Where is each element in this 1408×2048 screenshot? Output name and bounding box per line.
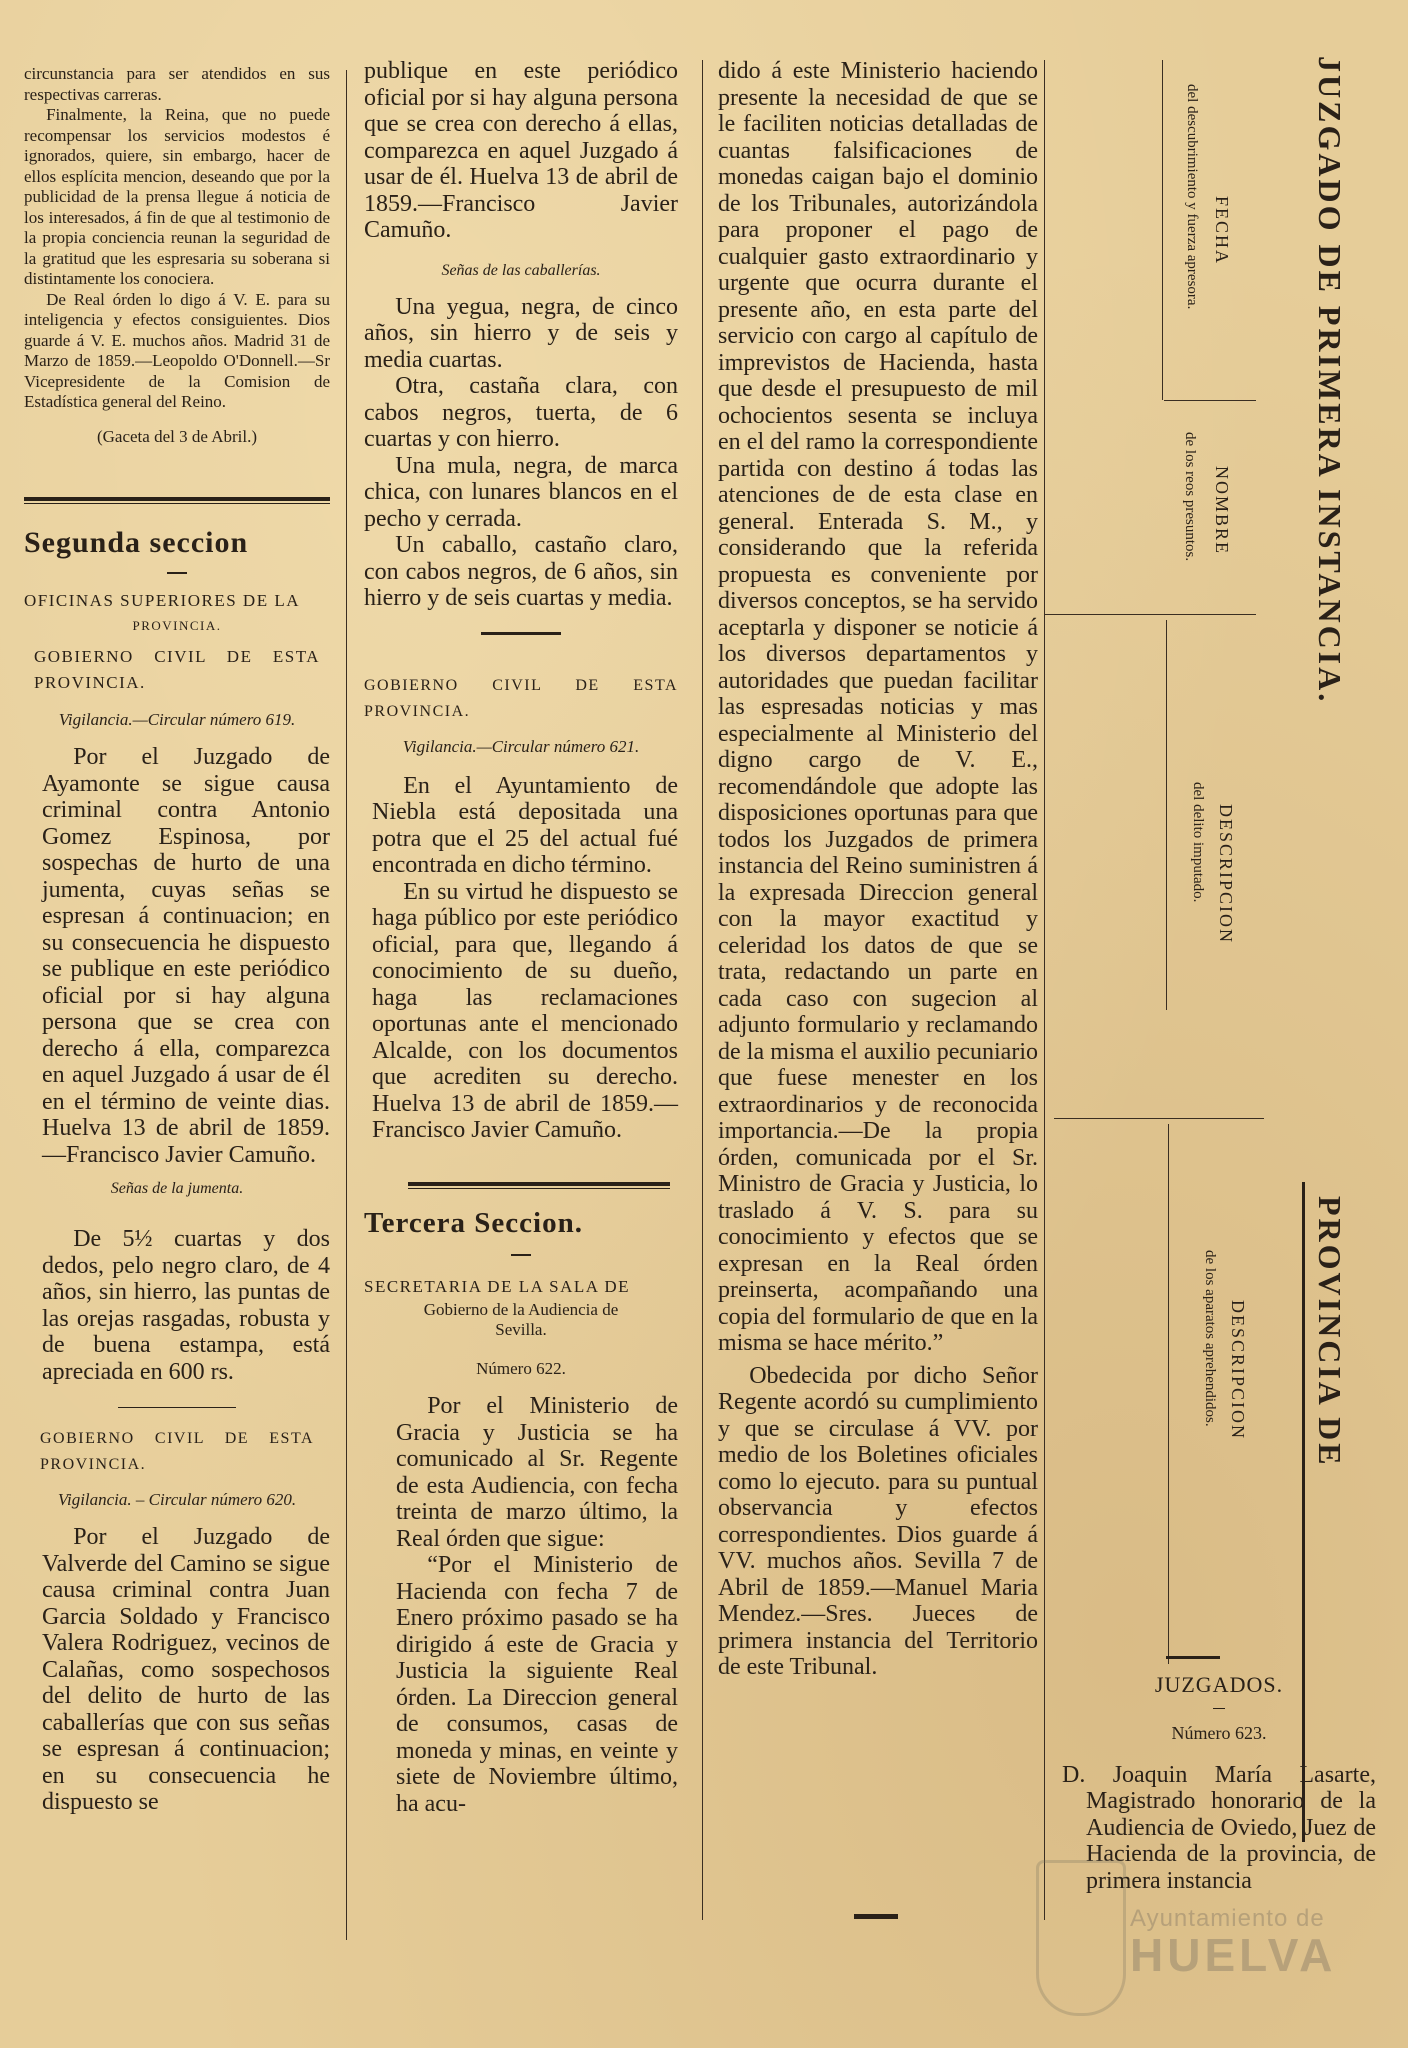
rule xyxy=(118,1407,236,1408)
form-sub-descripcion-aparatos: de los aparatos aprehendidos. xyxy=(1202,1250,1218,1427)
column-3 xyxy=(718,58,1038,1681)
heading: SECRETARIA DE LA SALA DE xyxy=(364,1276,631,1296)
subheading: Señas de la jumenta. xyxy=(110,1180,244,1197)
form-header-descripcion-delito: DESCRIPCION xyxy=(1216,804,1236,945)
watermark xyxy=(1130,1905,1345,1981)
form-sub-nombre: de los reos presuntos. xyxy=(1182,432,1198,562)
form-line xyxy=(1166,620,1167,1010)
form-line xyxy=(1168,1124,1169,1664)
section-title: Tercera Seccion. xyxy=(364,1206,583,1239)
form-title-provincia: PROVINCIA DE xyxy=(1312,1196,1348,1468)
subheading: Señas de las caballerías. xyxy=(441,261,601,279)
form-sub-descripcion-delito: del delito imputado. xyxy=(1190,782,1206,903)
form-line xyxy=(1044,614,1256,615)
paragraph: Un caballo, castaño claro, con cabos negros, de 6 años, sin hierro y de seis cuartas y media. xyxy=(364,532,678,611)
column-separator xyxy=(1044,60,1045,1920)
paragraph: Una yegua, negra, de cinco años, sin hierro y de seis y media cuartas. xyxy=(364,293,678,373)
section-title: Segunda seccion xyxy=(24,526,249,559)
dash-mark xyxy=(854,1914,898,1919)
form-sub-fecha: del descubrimiento y fuerza apresora. xyxy=(1184,84,1200,310)
paragraph: Una mula, negra, de marca chica, con lunares blancos en el pecho y cerrada. xyxy=(364,452,678,532)
form-header-fecha: FECHA xyxy=(1212,196,1232,266)
number-label: Número 623. xyxy=(1171,1723,1267,1743)
paragraph: Por el Juzgado de Valverde del Camino se sigue causa criminal contra Juan Garcia Soldado y Francisco Valera Rodriguez, vecinos de Calañas, como sospechosos del delito de hurto de las caballerías que con sus señas se espresan á continuacion; en su consecuencia he dispuesto se xyxy=(42,1524,330,1815)
column-1 xyxy=(24,64,330,1816)
watermark-line-2: HUELVA xyxy=(1130,1929,1337,1981)
heading: GOBIERNO CIVIL DE ESTA PROVINCIA. xyxy=(40,1430,314,1473)
section-heading: JUZGADOS. xyxy=(1154,1672,1284,1697)
rule xyxy=(481,632,561,635)
paragraph: En su virtud he dispuesto se haga público por este periódico oficial, para que, llegando á conocimiento de su dueño, haga las reclamaciones oportunas ante el mencionado Alcalde, con los documentos que acrediten su derecho. Huelva 13 de abril de 1859.—Francisco Javier Camuño. xyxy=(372,878,678,1143)
dash-rule xyxy=(511,1254,531,1256)
crest-logo xyxy=(1036,1860,1126,2016)
form-title-juzgado: JUZGADO DE PRIMERA INSTANCIA. xyxy=(1312,56,1348,705)
heading: GOBIERNO CIVIL DE ESTA PROVINCIA. xyxy=(364,676,678,720)
form-line xyxy=(1166,1656,1220,1659)
watermark-line-1: Ayuntamiento de xyxy=(1130,1905,1325,1932)
paragraph: Finalmente, la Reina, que no puede recompensar los servicios modestos é ignorados, quiere, sin embargo, hacer de ellos esplícita mencion, deseando que por la publicidad de la prensa llegue á noticia de los interesados, á fin de que al testimonio de la propia conciencia reunan la seguridad de la gratitud que les espresaria su soberana si distintamente los conociera. xyxy=(24,105,330,288)
heading: GOBIERNO CIVIL DE ESTA PROVINCIA. xyxy=(34,647,320,692)
double-rule xyxy=(24,497,330,504)
paragraph: De Real órden lo digo á V. E. para su inteligencia y efectos consiguientes. Dios guarde á V. E. muchos años. Madrid 31 de Marzo de 1859.—Leopoldo O'Donnell.—Sr Vicepresidente de la Comision de Estadística general del Reino. xyxy=(24,289,330,411)
gaceta-source: (Gaceta del 3 de Abril.) xyxy=(96,426,257,446)
heading: OFICINAS SUPERIORES DE LA xyxy=(24,591,300,610)
form-line xyxy=(1054,1118,1264,1119)
heading: PROVINCIA. xyxy=(132,618,222,633)
paragraph: De 5½ cuartas y dos dedos, pelo negro claro, de 4 años, sin hierro, las puntas de las orejas rasgadas, robusta y de buena estampa, está apreciada en 600 rs. xyxy=(42,1226,330,1385)
paragraph: circunstancia para ser atendidos en sus respectivas carreras. xyxy=(24,64,330,104)
form-line xyxy=(1164,400,1256,401)
column-separator xyxy=(346,70,347,1940)
paragraph: En el Ayuntamiento de Niebla está depositada una potra que el 25 del actual fué encontrada en dicho término. xyxy=(372,772,678,878)
form-line xyxy=(1162,60,1163,400)
circular-label: Vigilancia. – Circular número 620. xyxy=(57,1490,297,1509)
paragraph: D. Joaquin María Lasarte, Magistrado honorario de la Audiencia de Oviedo, Juez de Hacienda de la provincia, de primera instancia xyxy=(1062,1761,1376,1894)
circular-label: Vigilancia.—Circular número 621. xyxy=(402,736,640,756)
column-separator xyxy=(702,60,703,1920)
paragraph: Otra, castaña clara, con cabos negros, tuerta, de 6 cuartas y con hierro. xyxy=(364,373,678,452)
paragraph: Por el Ministerio de Gracia y Justicia se ha comunicado al Sr. Regente de esta Audiencia, con fecha treinta de marzo último, la Real órden que sigue: xyxy=(396,1393,678,1552)
column-2 xyxy=(364,58,678,1817)
number-label: Número 622. xyxy=(476,1358,566,1378)
form-header-descripcion-aparatos: DESCRIPCION xyxy=(1228,1300,1248,1441)
paragraph: publique en este periódico oficial por si hay alguna persona que se crea con derecho á ellas, comparezca en aquel Juzgado á usar de él. Huelva 13 de abril de 1859.—Francisco Javier Camuño. xyxy=(364,58,678,243)
form-header-nombre: NOMBRE xyxy=(1212,466,1232,556)
circular-label: Vigilancia.—Circular número 619. xyxy=(58,710,296,729)
subheading: Gobierno de la Audiencia de Sevilla. xyxy=(423,1299,619,1339)
paragraph: Obedecida por dicho Señor Regente acordó su cumplimiento y que se circulase á VV. por medio de los Boletines oficiales como lo ejecuto. para su puntual observancia y efectos correspondientes. Dios guarde á VV. muchos años. Sevilla 7 de Abril de 1859.—Manuel Maria Mendez.—Sres. Jueces de primera instancia del Territorio de este Tribunal. xyxy=(718,1362,1038,1680)
dash-rule xyxy=(1213,1708,1225,1709)
double-rule xyxy=(408,1182,670,1189)
paragraph: Por el Juzgado de Ayamonte se sigue causa criminal contra Antonio Gomez Espinosa, por sospechas de hurto de una jumenta, cuyas señas se espresan á continuacion; en su consecuencia he dispuesto se publique en este periódico oficial por si hay alguna persona que se crea con derecho á ella, comparezca en aquel Juzgado á usar de él en el término de veinte dias. Huelva 13 de abril de 1859.—Francisco Javier Camuño. xyxy=(42,744,330,1168)
dash-rule xyxy=(167,572,187,574)
paragraph: dido á este Ministerio haciendo presente la necesidad de que se le faciliten noticias detalladas de cuantas falsificaciones de monedas caigan bajo el dominio de los Tribunales, autorizándola para proponer el pago de cualquier gasto extraordinario y urgente que ocurra durante el presente año, en esta parte del servicio con cargo al capítulo de imprevistos de Hacienda, hasta que desde el presupuesto de mil ochocientos sesenta se incluya en el del ramo la correspondiente partida con destino á todas las atenciones de de esta clase en general. Enterada S. M., y considerando que la referida propuesta es conveniente por diversos conceptos, se ha servido aceptarla y disponer se noticie á los diversos departamentos y autoridades que puedan facilitar las espresadas noticias y mas especialmente al Ministerio del digno cargo de V. E., recomendándole que adopte las disposiciones oportunas para que todos los Juzgados de primera instancia del Reino suministren á la expresada Direccion general con la mayor exactitud y celeridad los datos de que se trata, redactando un parte en cada caso con sugecion al adjunto formulario y reclamando de la misma el auxilio pecuniario que fuese menester en los extraordinarios y de reconocida importancia.—De la propia órden, comunicada por el Sr. Ministro de Gracia y Justicia, lo traslado á V. S. para su conocimiento y efectos que se expresan en la Real órden preinserta, acompañando una copia del formulario de que en la misma se hace mérito.” xyxy=(718,58,1038,1356)
paragraph: “Por el Ministerio de Hacienda con fecha 7 de Enero próximo pasado se ha dirigido á este de Gracia y Justicia la siguiente Real órden. La Direccion general de consumos, casas de moneda y minas, en veinte y siete de Noviembre último, ha acu- xyxy=(396,1552,678,1817)
